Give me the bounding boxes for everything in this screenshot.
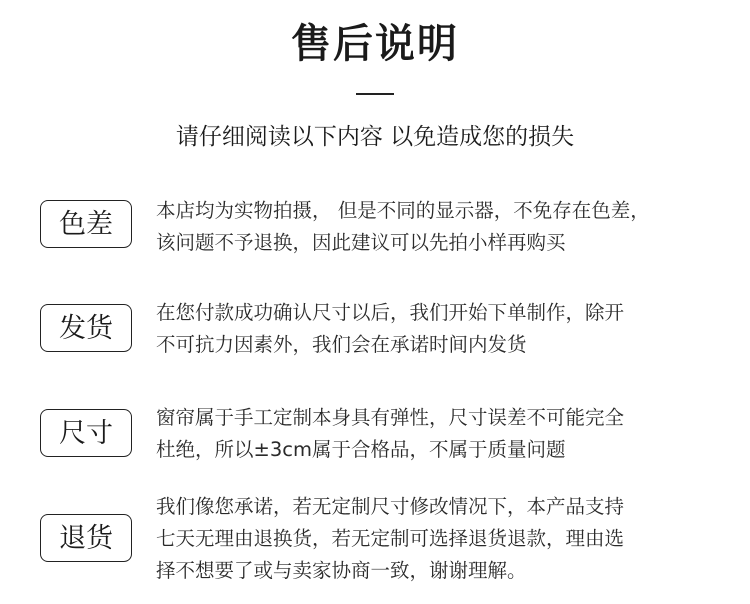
- section-label-shipping: 发货: [40, 304, 132, 352]
- section-label-returns: 退货: [40, 514, 132, 562]
- section-label-color-difference: 色差: [40, 200, 132, 248]
- section-text-size: 窗帘属于手工定制本身具有弹性，尺寸误差不可能完全 杜绝，所以±3cm属于合格品，不属于质量问题: [156, 406, 625, 461]
- section-label-size: 尺寸: [40, 409, 132, 457]
- section-text-returns: 我们像您承诺，若无定制尺寸修改情况下，本产品支持 七天无理由退换货，若无定制可选择退货退款，理由选 择不想要了或与卖家协商一致，谢谢理解。: [156, 495, 625, 582]
- section-text-shipping: 在您付款成功确认尺寸以后，我们开始下单制作，除开 不可抗力因素外，我们会在承诺时间内发货: [156, 301, 625, 356]
- page-title: 售后说明: [291, 21, 459, 67]
- section-text-color-difference: 本店均为实物拍摄， 但是不同的显示器，不免存在色差， 该问题不予退换，因此建议可以先拍小样再购买: [156, 199, 650, 254]
- page-subtitle: 请仔细阅读以下内容 以免造成您的损失: [175, 124, 575, 150]
- title-divider: [356, 93, 394, 95]
